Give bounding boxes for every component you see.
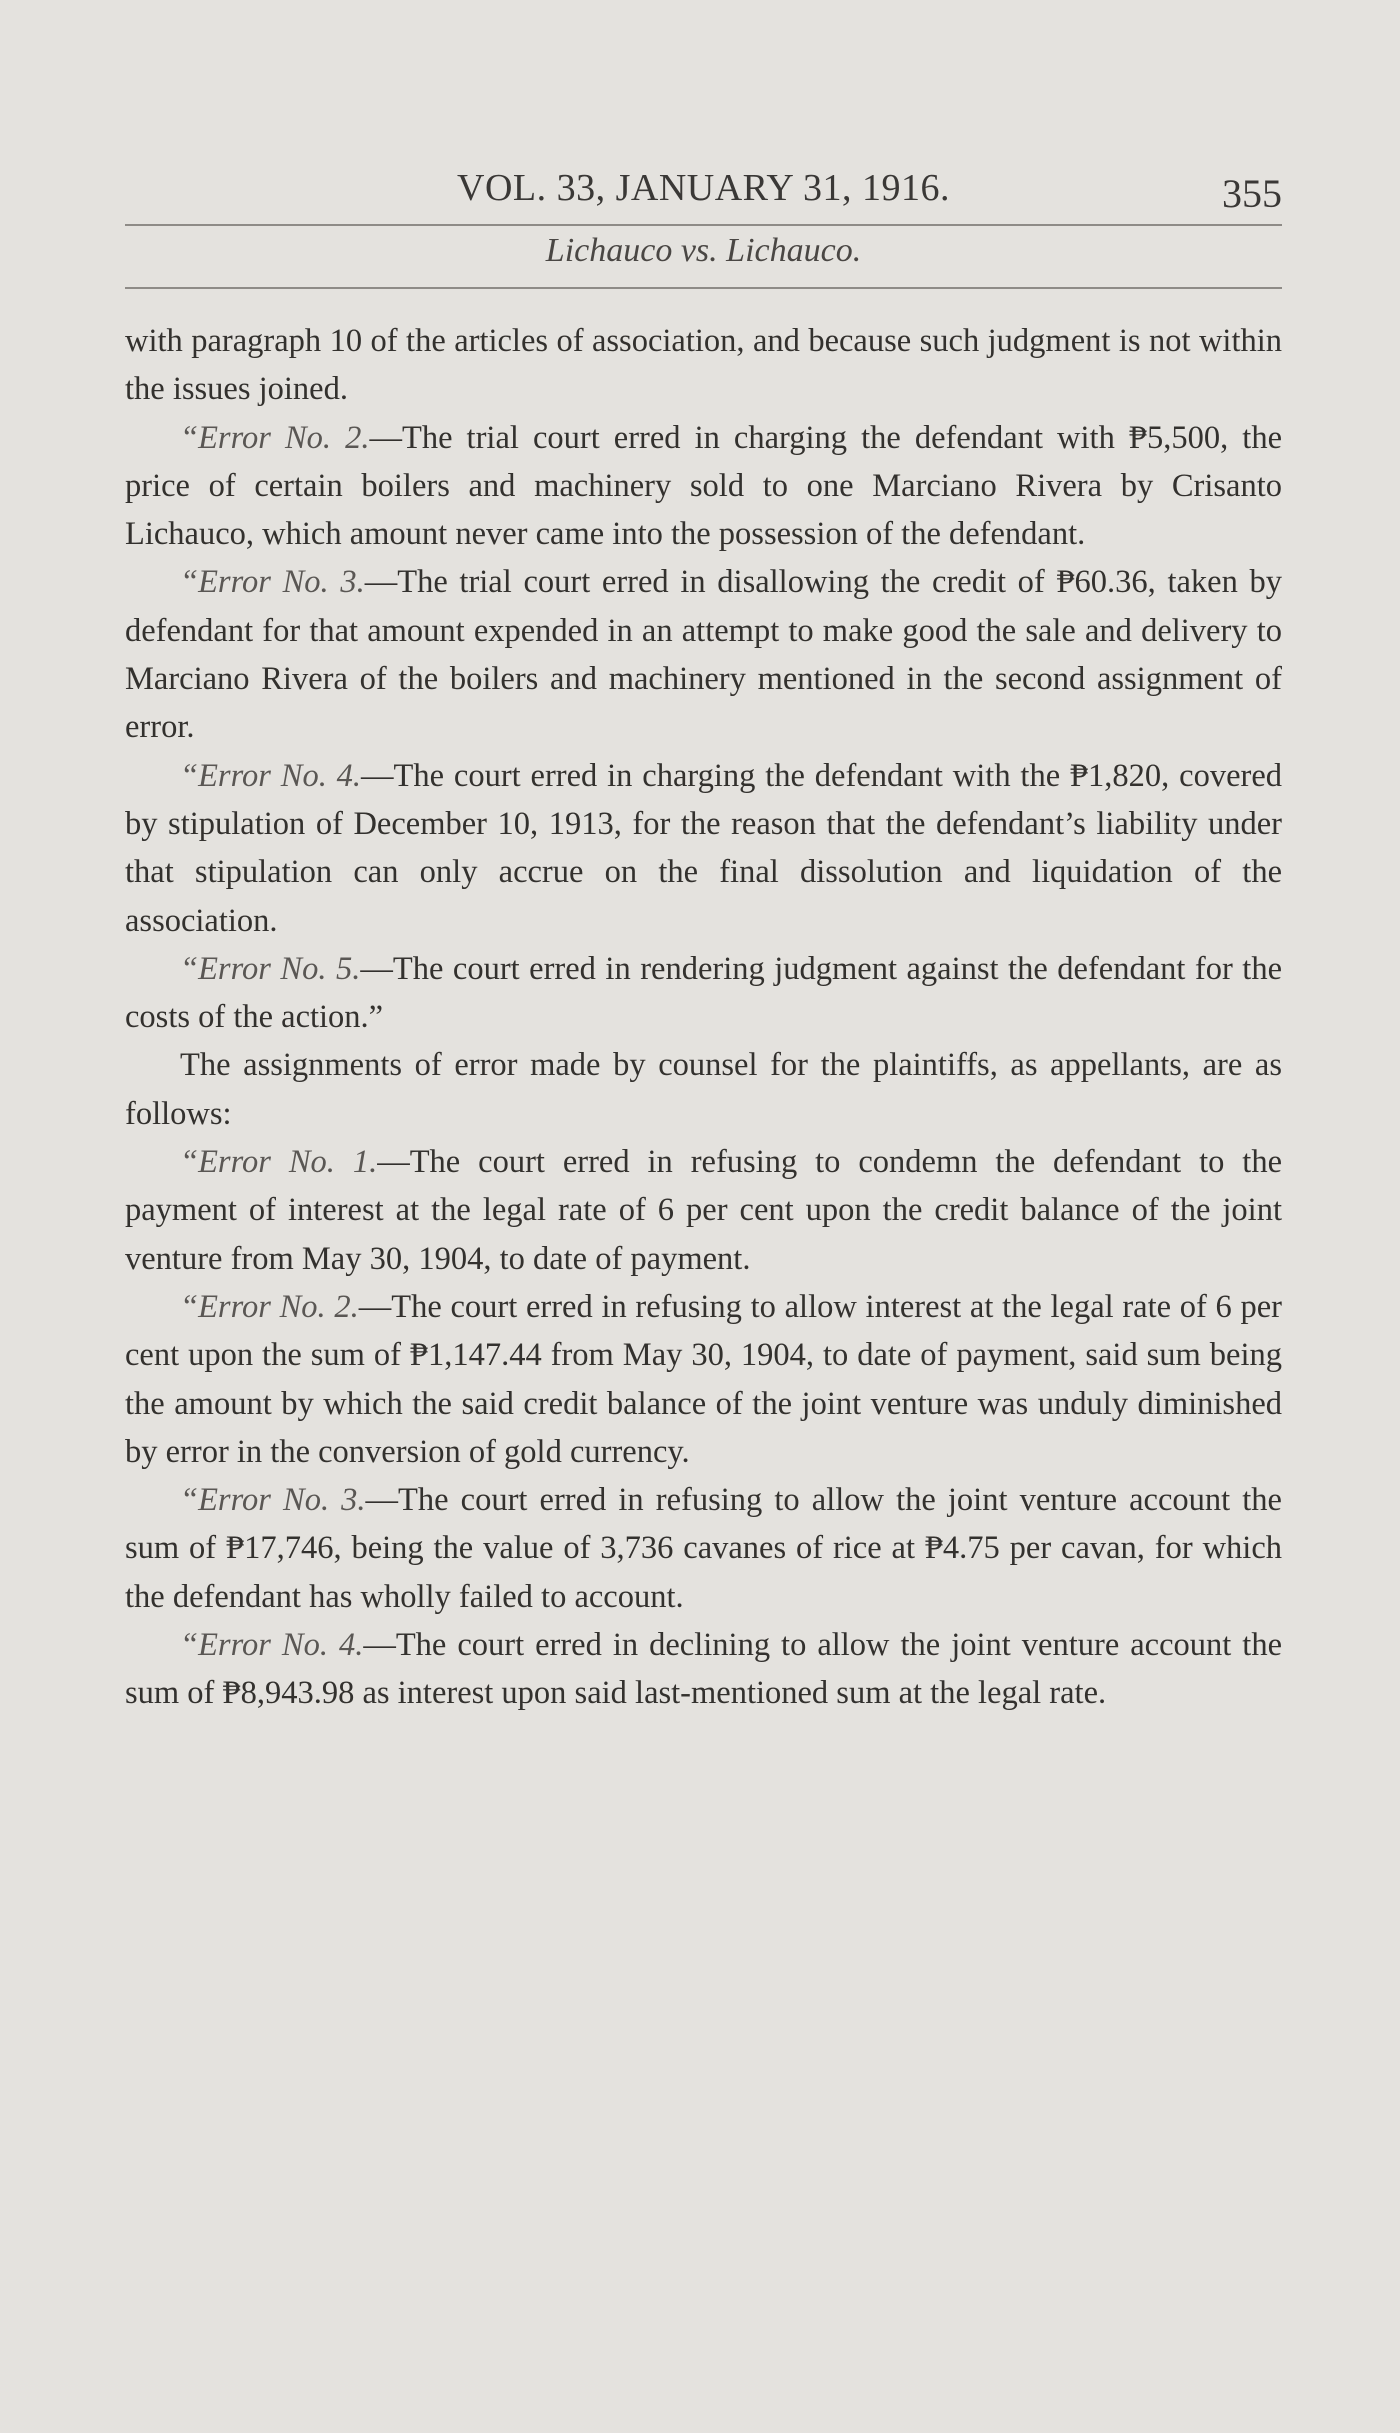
paragraph-text: —The court erred in rendering judgment against the defendant for the costs of the action.” bbox=[125, 950, 1283, 1036]
paragraph-lead: “Error No. 2. bbox=[180, 419, 370, 456]
paragraph bbox=[125, 317, 1282, 414]
paragraph-text: —The court erred in refusing to allow the joint venture account the sum of ₱17,746, being the value of 3,736 cavanes of rice at ₱4.75 per cavan, for which the defendant has wholly failed to account. bbox=[125, 1482, 1282, 1615]
paragraph bbox=[125, 1283, 1282, 1476]
paragraph bbox=[125, 1041, 1282, 1138]
paragraph-text: —The court erred in charging the defendant with the ₱1,820, covered by stipulation of December 10, 1913, for the reason that the defendant’s liability under that stipulation can only accrue on the final dissolution and liquidation of the association. bbox=[125, 757, 1282, 939]
paragraph bbox=[125, 1476, 1282, 1621]
paragraph-lead: “Error No. 3. bbox=[180, 1482, 366, 1519]
header-rule bbox=[125, 224, 1282, 226]
running-title: VOL. 33, JANUARY 31, 1916. bbox=[457, 167, 950, 209]
paragraph-text: —The trial court erred in charging the defendant with ₱5,500, the price of certain boilers and machinery sold to one Marciano Rivera by Crisanto Lichauco, which amount never came into the possession of the defendant. bbox=[125, 419, 1282, 553]
paragraph bbox=[125, 1138, 1282, 1283]
paragraph-lead: “Error No. 4. bbox=[180, 757, 362, 794]
paragraph bbox=[125, 945, 1282, 1042]
paragraph-text: —The court erred in declining to allow the joint venture account the sum of ₱8,943.98 as interest upon said last-mentioned sum at the legal rate. bbox=[125, 1627, 1282, 1712]
paragraph-lead: “Error No. 2. bbox=[180, 1288, 359, 1325]
page-number: 355 bbox=[1222, 171, 1282, 216]
case-title-rule bbox=[125, 287, 1282, 289]
paragraph-lead: “Error No. 3. bbox=[180, 564, 365, 601]
paragraph-text: —The court erred in refusing to allow interest at the legal rate of 6 per cent upon the sum of ₱1,147.44 from May 30, 1904, to date of payment, said sum being the amount by which the said credit balance of the joint venture was unduly diminished by error in the conversion of gold currency. bbox=[125, 1288, 1283, 1470]
paragraph bbox=[125, 558, 1282, 751]
case-title: Lichauco vs. Lichauco. bbox=[545, 232, 862, 269]
paragraph-lead: “Error No. 4. bbox=[180, 1627, 364, 1664]
paragraph bbox=[125, 414, 1282, 559]
body-text bbox=[125, 317, 1282, 1718]
paragraph-text: —The trial court erred in disallowing the credit of ₱60.36, taken by defendant for that amount expended in an attempt to make good the sale and delivery to Marciano Rivera of the boilers and machinery mentioned in the second assignment of error. bbox=[125, 564, 1283, 746]
paragraph-text: —The court erred in refusing to condemn the defendant to the payment of interest at the legal rate of 6 per cent upon the credit balance of the joint venture from May 30, 1904, to date of payment. bbox=[125, 1144, 1283, 1277]
paragraph-lead: “Error No. 1. bbox=[180, 1144, 378, 1181]
paragraph bbox=[125, 752, 1282, 945]
paragraph-text: The assignments of error made by counsel for the plaintiffs, as appellants, are as follows: bbox=[125, 1047, 1282, 1132]
paragraph bbox=[125, 1621, 1282, 1718]
paragraph-text: with paragraph 10 of the articles of association, and because such judgment is not within the issues joined. bbox=[125, 323, 1282, 408]
paragraph-lead: “Error No. 5. bbox=[180, 950, 361, 987]
page-header bbox=[125, 160, 1282, 220]
